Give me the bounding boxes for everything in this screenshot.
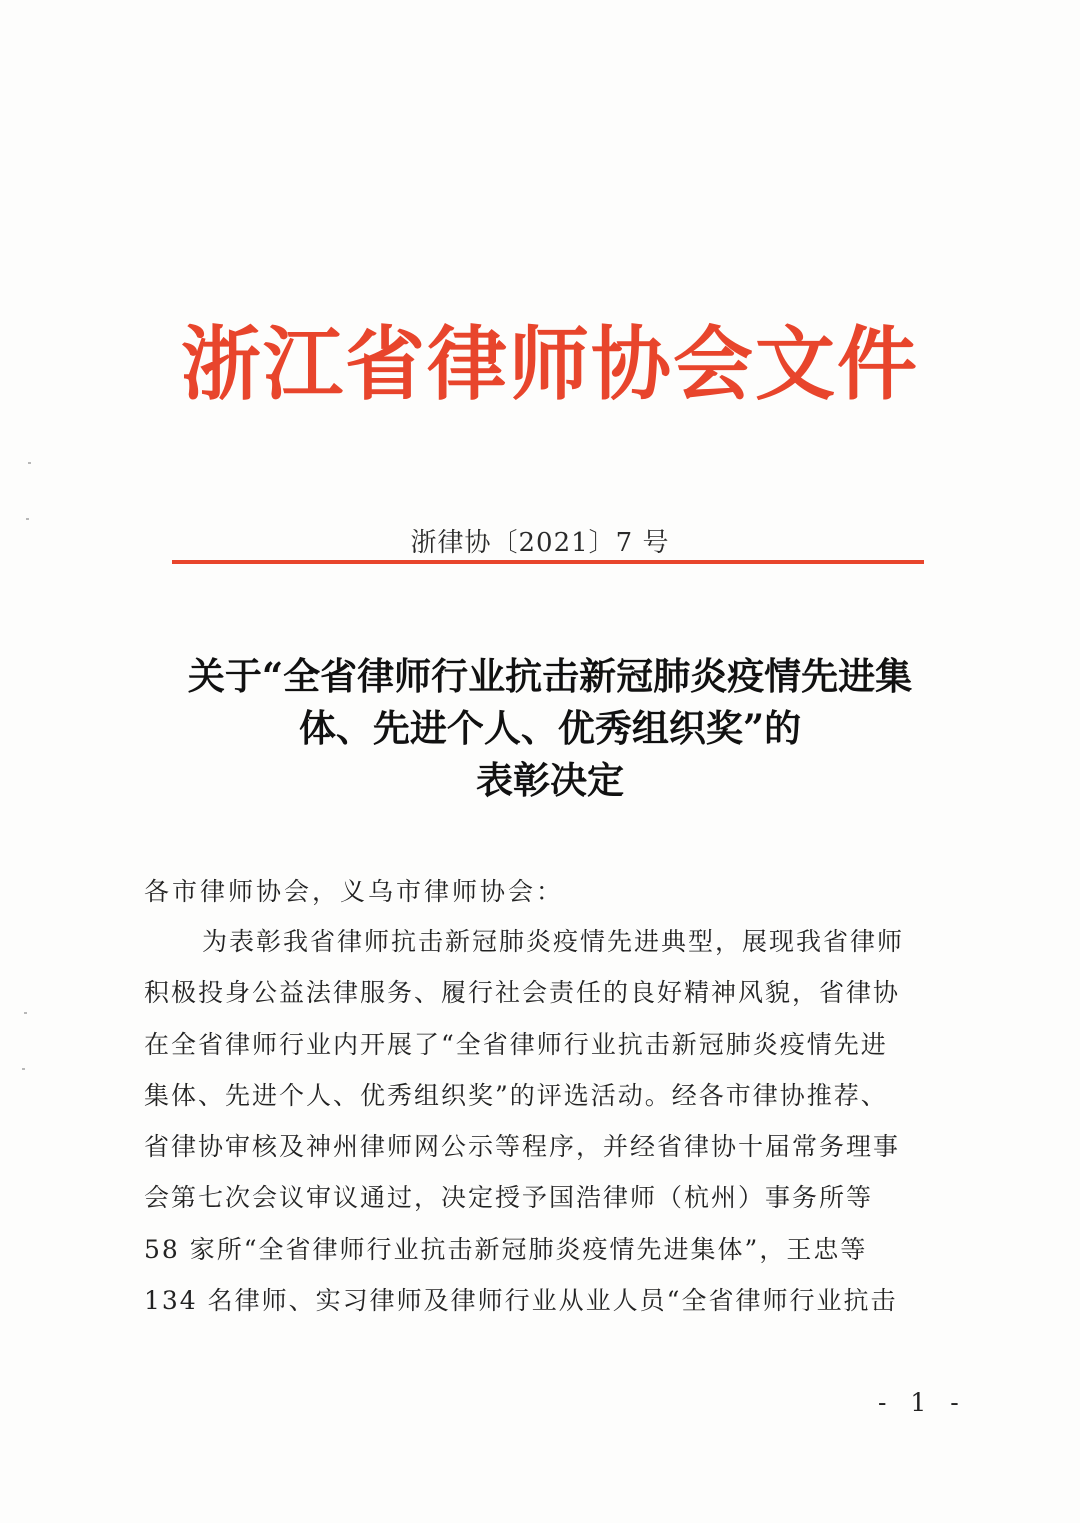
document-title-line: 体、先进个人、优秀组织奖”的 — [298, 706, 802, 750]
body-text — [144, 922, 964, 1332]
body-line: 省律协审核及神州律师网公示等程序，并经省律协十届常务理事 — [144, 1132, 901, 1162]
body-line: 58 家所“全省律师行业抗击新冠肺炎疫情先进集体”，王忠等 — [144, 1234, 868, 1264]
body-line: 集体、先进个人、优秀组织奖”的评选活动。经各市律协推荐、 — [144, 1080, 888, 1110]
page-number: - 1 - — [878, 1388, 967, 1417]
scan-speck — [26, 518, 29, 520]
scan-speck — [24, 1012, 27, 1014]
scan-speck — [22, 1068, 25, 1070]
body-line: 会第七次会议审议通过，决定授予国浩律师（杭州）事务所等 — [144, 1183, 874, 1213]
scan-speck — [28, 462, 31, 464]
red-separator-line — [172, 560, 924, 564]
body-line: 134 名律师、实习律师及律师行业从业人员“全省律师行业抗击 — [144, 1286, 898, 1316]
document-title — [120, 650, 980, 806]
document-number: 浙律协〔2021〕7 号 — [410, 528, 670, 558]
body-line: 积极投身公益法律服务、履行社会责任的良好精神风貌，省律协 — [144, 978, 901, 1008]
body-line: 在全省律师行业内开展了“全省律师行业抗击新冠肺炎疫情先进 — [144, 1029, 888, 1059]
salutation: 各市律师协会，义乌市律师协会： — [144, 877, 565, 906]
body-line: 为表彰我省律师抗击新冠肺炎疫情先进典型，展现我省律师 — [202, 927, 905, 956]
document-title-line: 表彰决定 — [476, 758, 624, 802]
document-title-line: 关于“全省律师行业抗击新冠肺炎疫情先进集 — [187, 654, 913, 698]
issuer-header-title: 浙江省律师协会文件 — [181, 317, 919, 411]
